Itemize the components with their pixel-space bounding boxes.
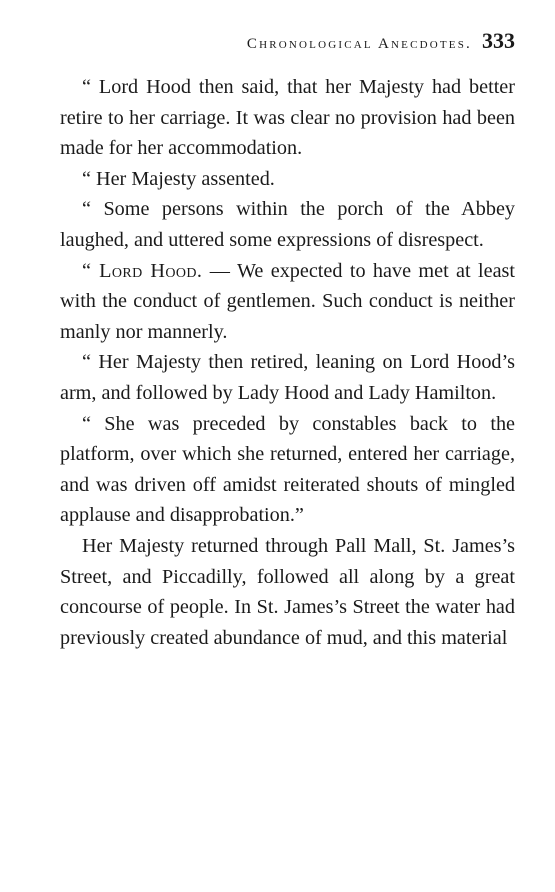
- running-title: Chronological Anecdotes.: [246, 36, 472, 52]
- paragraph-text: “ Some persons within the porch of the Abbey laughed, and uttered some expressions of disrespect.: [60, 198, 515, 251]
- paragraph-text: “ Her Majesty then retired, leaning on Lord Hood’s arm, and followed by Lady Hood and Lady Hamilton.: [60, 351, 515, 404]
- paragraph-text: “ She was preceded by constables back to the platform, over which she returned, entered her carriage, and was driven off amidst reiterated shouts of mingled applause and disapprobation.”: [60, 412, 515, 527]
- paragraph-text: — We expected to have met at least with the conduct of gentlemen. Such conduct is neither manly nor mannerly.: [60, 259, 515, 343]
- paragraph-lord-hood-speech: [60, 256, 515, 348]
- paragraph-constables: [60, 409, 515, 531]
- paragraph-text: “ Lord Hood then said, that her Majesty had better retire to her carriage. It was clear no provision had been made for her accommodation.: [60, 76, 515, 160]
- page-number: 333: [482, 28, 515, 53]
- paragraph-persons-laughed: [60, 194, 515, 255]
- book-page: [60, 28, 515, 653]
- paragraph-majesty-returned: [60, 531, 515, 653]
- paragraph-majesty-assented: [60, 164, 515, 195]
- speaker-name: “ Lord Hood.: [82, 259, 203, 282]
- paragraph-majesty-retired: [60, 347, 515, 408]
- paragraph-text: Her Majesty returned through Pall Mall, St. James’s Street, and Piccadilly, followed all along by a great concourse of people. In St. James’s Street the water had previously created abundance of mud, and this material: [60, 534, 515, 649]
- running-head: [60, 28, 515, 62]
- body-text: [60, 72, 515, 653]
- paragraph-text: “ Her Majesty assented.: [82, 167, 275, 190]
- paragraph-lord-hood-said: [60, 72, 515, 164]
